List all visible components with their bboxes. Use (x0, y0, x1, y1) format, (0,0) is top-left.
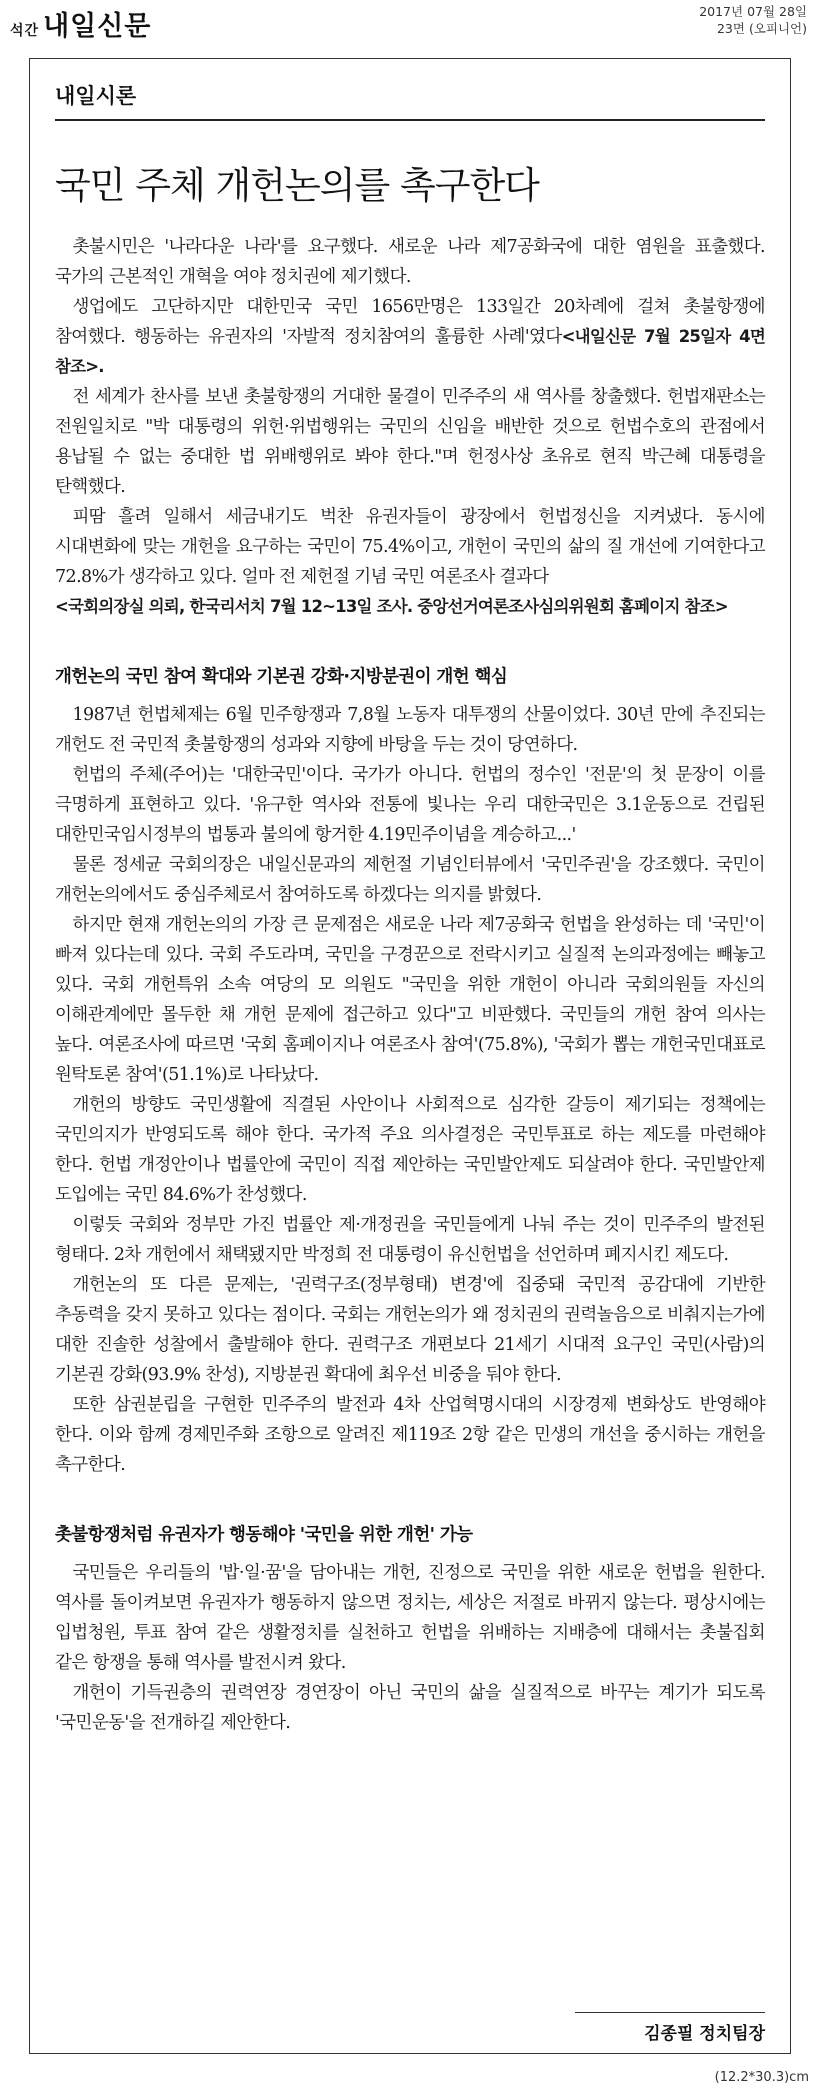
edition-label: 석간 (10, 23, 40, 39)
paragraph: 물론 정세균 국회의장은 내일신문과의 제헌절 기념인터뷰에서 '국민주권'을 강조했다. 국민이 개헌논의에서도 중심주체로서 참여하도록 하겠다는 의지를 밝혔다. (55, 855, 765, 905)
clipping-size: (12.2*30.3)cm (714, 2070, 809, 2085)
newspaper-name: 내일신문 (43, 11, 152, 42)
reference-note: <내일신문 7월 25일자 4면 참조>. (55, 327, 765, 376)
paragraph: 개헌논의 또 다른 문제는, '권력구조(정부형태) 변경'에 집중돼 국민적 공감대에 기반한 추동력을 갖지 못하고 있다는 점이다. 국회는 개헌논의가 왜 정치권의 권력놀음으로 비춰지는가에 대한 진솔한 성찰에서 출발해야 한다. 권력구조 개편보다 21세기 시대적 요구인 국민(사람)의 기본권 강화(93.9% 찬성), 지방분권 확대에 최우선 비중을 둬야 한다. (55, 1275, 765, 1385)
masthead (0, 0, 815, 46)
issue-page: 23면 (오피니언) (716, 21, 807, 36)
paragraph-text: 생업에도 고단하지만 대한민국 국민 1656만명은 133일간 20차례에 걸쳐 촛불항쟁에 참여했다. 행동하는 유권자의 '자발적 정치참여의 훌륭한 사례'였다 (55, 297, 765, 347)
paragraph: 개헌이 기득권층의 권력연장 경연장이 아닌 국민의 삶을 실질적으로 바꾸는 계기가 되도록 '국민운동'을 전개하길 제안한다. (55, 1683, 765, 1733)
article-body (55, 232, 765, 1738)
paragraph: 전 세계가 찬사를 보낸 촛불항쟁의 거대한 물결이 민주주의 새 역사를 창출했다. 헌법재판소는 전원일치로 "박 대통령의 위헌·위법행위는 국민의 신임을 배반한 것으로 헌법수호의 관점에서 용납될 수 없는 중대한 법 위배행위로 봐야 한다."며 헌정사상 초유로 현직 박근혜 대통령을 탄핵했다. (55, 387, 765, 497)
paragraph: 촛불시민은 '나라다운 나라'를 요구했다. 새로운 나라 제7공화국에 대한 염원을 표출했다. 국가의 근본적인 개혁을 여야 정치권에 제기했다. (55, 237, 765, 287)
paragraph: 헌법의 주체(주어)는 '대한국민'이다. 국가가 아니다. 헌법의 정수인 '전문'의 첫 문장이 이를 극명하게 표현하고 있다. '유구한 역사와 전통에 빛나는 우리 대한국민은 3.1운동으로 건립된 대한민국임시정부의 법통과 불의에 항거한 4.19민주이념을 계승하고...' (55, 765, 765, 845)
byline-divider (575, 2012, 765, 2013)
issue-date: 2017년 07월 28일 (699, 4, 807, 19)
paragraph: 1987년 헌법체제는 6월 민주항쟁과 7,8월 노동자 대투쟁의 산물이었다. 30년 만에 추진되는 개헌도 전 국민적 촛불항쟁의 성과와 지향에 바탕을 두는 것이 당연하다. (55, 705, 765, 755)
paragraph: 또한 삼권분립을 구현한 민주주의 발전과 4차 산업혁명시대의 시장경제 변화상도 반영해야 한다. 이와 함께 경제민주화 조항으로 알려진 제119조 2항 같은 민생의 개선을 중시하는 개헌을 촉구한다. (55, 1395, 765, 1475)
reference-note: <국회의장실 의뢰, 한국리서치 7월 12~13일 조사. 중앙선거여론조사심의위원회 홈페이지 참조> (55, 597, 728, 616)
paragraph: 피땀 흘려 일해서 세금내기도 벅찬 유권자들이 광장에서 헌법정신을 지켜냈다. 동시에 시대변화에 맞는 개헌을 요구하는 국민이 75.4%이고, 개헌이 국민의 삶의 질 개선에 기여한다고 72.8%가 생각하고 있다. 얼마 전 제헌절 기념 국민 여론조사 결과다 (55, 507, 765, 587)
title-divider (55, 119, 765, 121)
reference-paragraph (55, 592, 765, 622)
subheading: 개헌논의 국민 참여 확대와 기본권 강화·지방분권이 개헌 핵심 (55, 667, 508, 687)
paragraph: 개헌의 방향도 국민생활에 직결된 사안이나 사회적으로 심각한 갈등이 제기되는 정책에는 국민의지가 반영되도록 해야 한다. 국가적 주요 의사결정은 국민투표로 하는 제도를 마련해야 한다. 헌법 개정안이나 법률안에 국민이 직접 제안하는 국민발안제도 되살려야 한다. 국민발안제 도입에는 국민 84.6%가 찬성했다. (55, 1095, 765, 1205)
issue-info (699, 3, 807, 37)
paragraph: 하지만 현재 개헌논의의 가장 큰 문제점은 새로운 나라 제7공화국 헌법을 완성하는 데 '국민'이 빠져 있다는데 있다. 국회 주도라며, 국민을 구경꾼으로 전락시키고 실질적 논의과정에는 빼놓고 있다. 국회 개헌특위 소속 여당의 모 의원도 "국민을 위한 개헌이 아니라 국회의원들 자신의 이해관계에만 몰두한 채 개헌 문제에 접근하고 있다"고 비판했다. 국민들의 개헌 참여 의사는 높다. 여론조사에 따르면 '국회 홈페이지나 여론조사 참여'(75.8%), '국회가 뽑는 개헌국민대표로 원탁토론 참여'(51.1%)로 나타났다. (55, 915, 765, 1085)
newspaper-logo (10, 4, 151, 43)
author-byline: 김종필 정치팀장 (644, 2024, 765, 2044)
headline: 국민 주체 개헌논의를 촉구한다 (55, 164, 539, 207)
paragraph: 국민들은 우리들의 '밥·일·꿈'을 담아내는 개헌, 진정으로 국민을 위한 새로운 헌법을 원한다. 역사를 돌이켜보면 유권자가 행동하지 않으면 정치는, 세상은 저절로 바뀌지 않는다. 평상시에는 입법청원, 투표 참여 같은 생활정치를 실천하고 헌법을 위배하는 지배층에 대해서는 촛불집회 같은 항쟁을 통해 역사를 발전시켜 왔다. (55, 1563, 765, 1673)
paragraph (55, 292, 765, 382)
subheading: 촛불항쟁처럼 유권자가 행동해야 '국민을 위한 개헌' 가능 (55, 1525, 473, 1545)
paragraph: 이렇듯 국회와 정부만 가진 법률안 제·개정권을 국민들에게 나눠 주는 것이 민주주의 발전된 형태다. 2차 개헌에서 채택됐지만 박정희 전 대통령이 유신헌법을 선언하며 폐지시킨 제도다. (55, 1215, 765, 1265)
column-name: 내일시론 (55, 84, 137, 108)
